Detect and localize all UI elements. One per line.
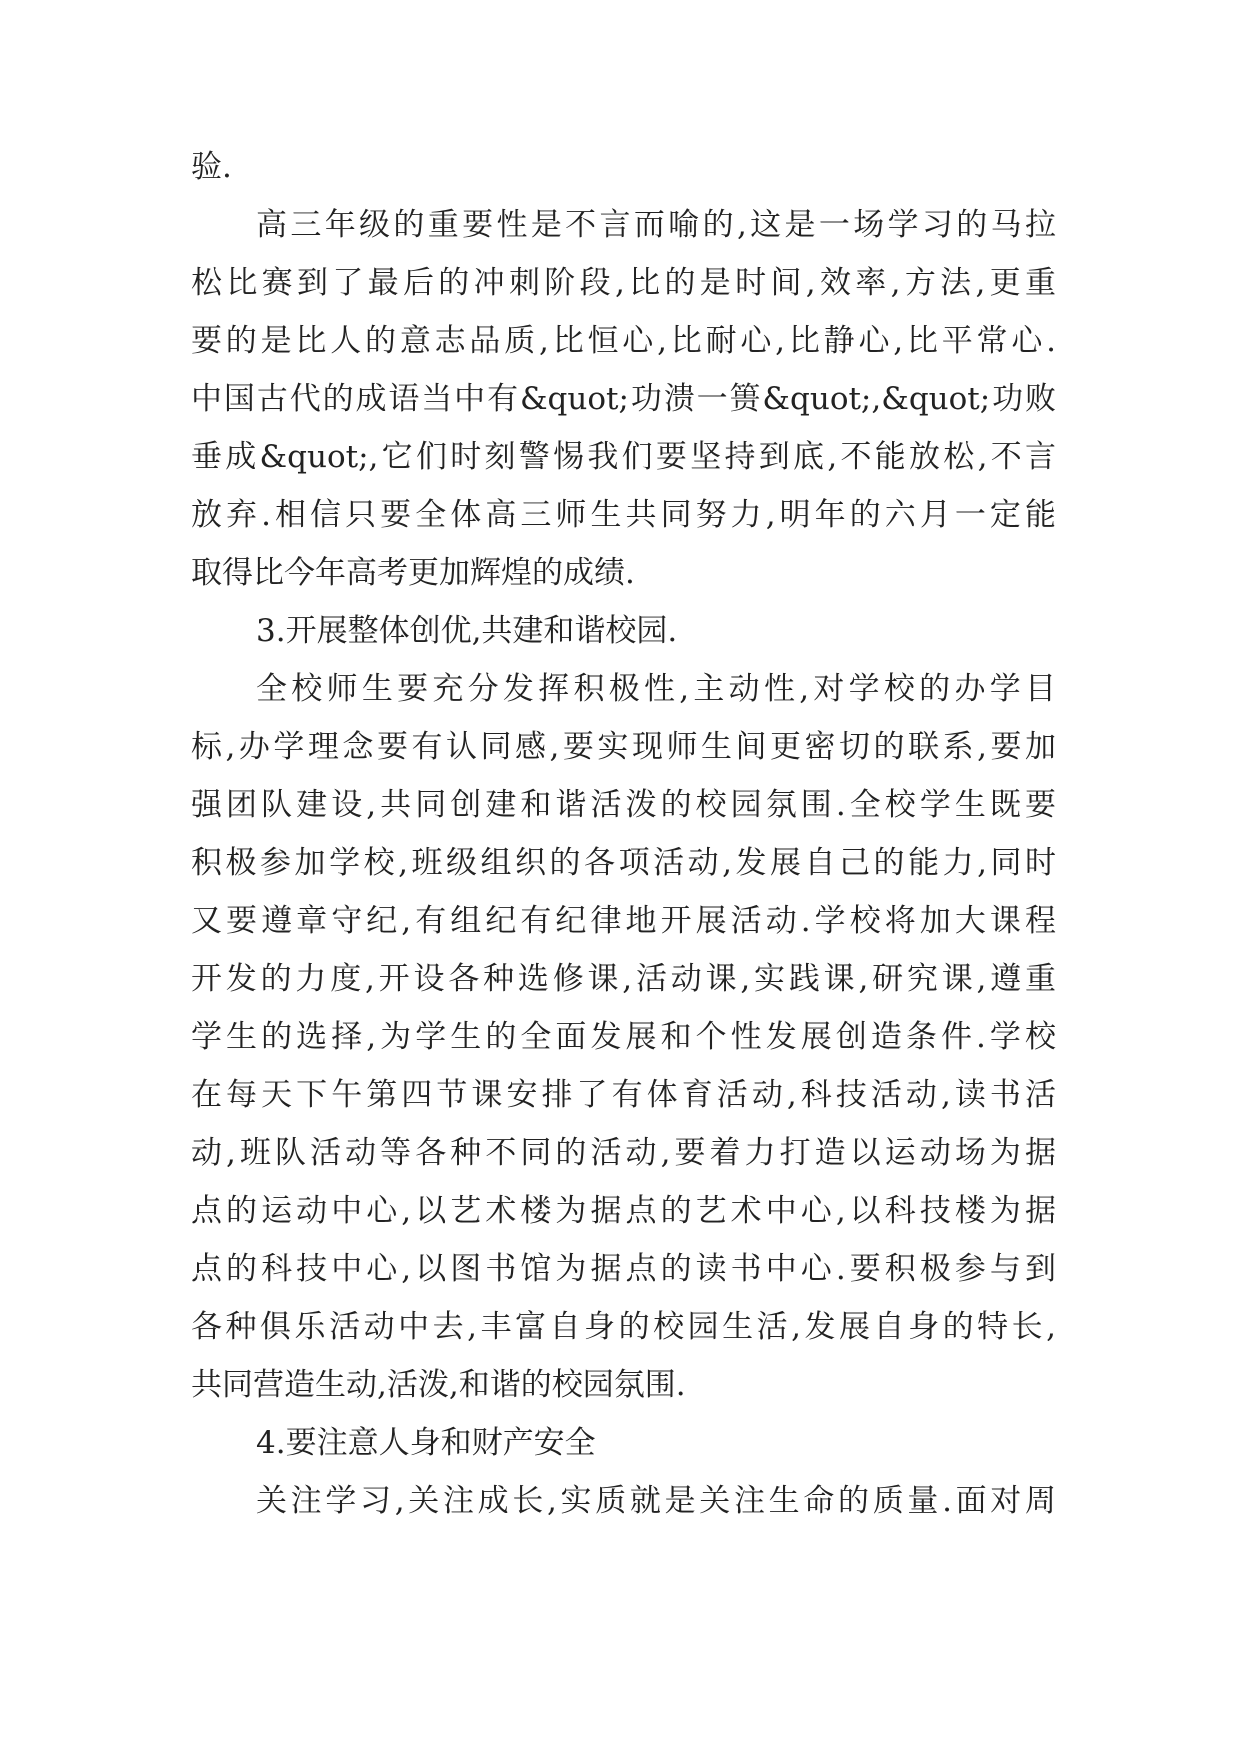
text-line-5: 中国古代的成语当中有&quot;功溃一篑&quot;,&quot;功败 xyxy=(191,381,1056,417)
text-line-24: 关注学习,关注成长,实质就是关注生命的质量.面对周 xyxy=(256,1483,1056,1519)
text-line-6: 垂成&quot;,它们时刻警惕我们要坚持到底,不能放松,不言 xyxy=(191,439,1056,475)
text-line-13: 积极参加学校,班级组织的各项活动,发展自己的能力,同时 xyxy=(191,845,1056,881)
text-line-7: 放弃.相信只要全体高三师生共同努力,明年的六月一定能 xyxy=(191,497,1056,533)
text-line-17: 在每天下午第四节课安排了有体育活动,科技活动,读书活 xyxy=(191,1077,1056,1113)
text-line-8: 取得比今年高考更加辉煌的成绩. xyxy=(191,555,635,591)
text-line-10: 全校师生要充分发挥积极性,主动性,对学校的办学目 xyxy=(256,671,1056,707)
text-line-20: 点的科技中心,以图书馆为据点的读书中心.要积极参与到 xyxy=(191,1251,1056,1287)
text-line-18: 动,班队活动等各种不同的活动,要着力打造以运动场为据 xyxy=(191,1135,1056,1171)
text-line-4: 要的是比人的意志品质,比恒心,比耐心,比静心,比平常心. xyxy=(191,323,1056,359)
text-line-15: 开发的力度,开设各种选修课,活动课,实践课,研究课,遵重 xyxy=(191,961,1056,997)
section-heading-4: 4.要注意人身和财产安全 xyxy=(256,1425,596,1461)
text-line-21: 各种俱乐活动中去,丰富自身的校园生活,发展自身的特长, xyxy=(191,1309,1056,1345)
text-line-1: 验. xyxy=(191,149,232,185)
text-line-2: 高三年级的重要性是不言而喻的,这是一场学习的马拉 xyxy=(256,207,1056,243)
text-line-11: 标,办学理念要有认同感,要实现师生间更密切的联系,要加 xyxy=(191,729,1056,765)
text-line-14: 又要遵章守纪,有组纪有纪律地开展活动.学校将加大课程 xyxy=(191,903,1056,939)
text-line-12: 强团队建设,共同创建和谐活泼的校园氛围.全校学生既要 xyxy=(191,787,1056,823)
text-line-22: 共同营造生动,活泼,和谐的校园氛围. xyxy=(191,1367,686,1403)
section-heading-3: 3.开展整体创优,共建和谐校园. xyxy=(256,613,678,649)
text-line-3: 松比赛到了最后的冲刺阶段,比的是时间,效率,方法,更重 xyxy=(191,265,1056,301)
text-line-16: 学生的选择,为学生的全面发展和个性发展创造条件.学校 xyxy=(191,1019,1056,1055)
text-line-19: 点的运动中心,以艺术楼为据点的艺术中心,以科技楼为据 xyxy=(191,1193,1056,1229)
